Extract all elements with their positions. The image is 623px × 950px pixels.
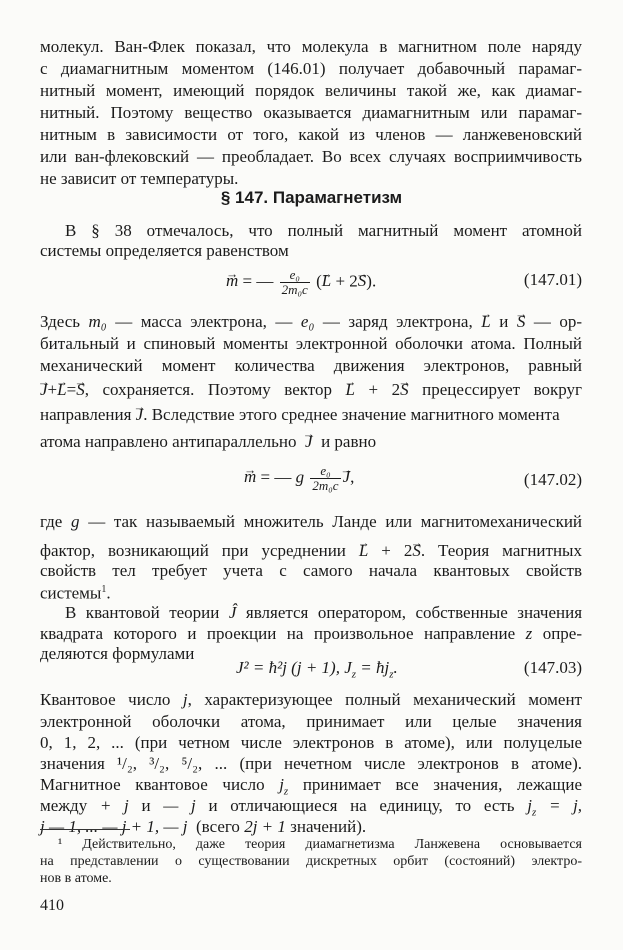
fraction-numerator: e₀ <box>310 464 340 479</box>
eq-symbol: + 2 <box>355 380 401 399</box>
text-line <box>40 405 582 425</box>
text-line <box>40 512 582 532</box>
text-line: деляются формулами <box>40 644 195 663</box>
equation-147-01 <box>226 268 376 297</box>
text: — так называемый множитель Ланде или магнитомеханический <box>88 512 583 531</box>
text-line <box>40 541 582 561</box>
text: . Вследствие этого среднее значение магнитного момента <box>143 405 560 424</box>
text-line: битальный и спиновый моменты электронной оболочки атома. Полный <box>40 334 582 353</box>
footnote-marker[interactable]: 1 <box>101 584 107 595</box>
formula: j — 1, ... — j + 1, — j <box>40 817 188 836</box>
vector-L: → L <box>359 541 368 561</box>
eq-symbol: = — <box>260 467 292 487</box>
fraction <box>310 464 340 493</box>
text: . Теория магнитных <box>420 541 582 560</box>
symbol-minus-j: — j <box>163 796 196 815</box>
text-line: или ван-флековский — преобладает. Во всех случаях восприимчивость <box>40 147 582 166</box>
vector-m: → m <box>226 269 238 293</box>
symbol-j: j <box>182 690 188 709</box>
text: — ор- <box>533 312 583 331</box>
footnote-line: на представлении о существовании дискретных орбит (состояний) электро- <box>40 854 582 869</box>
text-line: значения ¹/₂, ³/₂, ⁵/₂, ... (при нечетном числе электронов в атоме). <box>40 754 582 773</box>
text-line: нитным в зависимости от того, какой из членов — ланжевеновский <box>40 125 582 144</box>
eq-symbol: + 2 <box>368 541 413 560</box>
text: является оператором, собственные значения <box>245 603 583 622</box>
text: системы <box>40 583 102 603</box>
text: (всего <box>196 817 240 836</box>
text-line <box>40 380 582 400</box>
footnote-line: нов в атоме. <box>40 871 112 886</box>
vector-L: → L <box>481 312 490 332</box>
vector-J: → J <box>136 405 144 425</box>
eq-symbol: = <box>66 380 77 399</box>
text-line: не зависит от температуры. <box>40 169 239 188</box>
text: и <box>141 796 151 815</box>
fraction-denominator: 2m₀c <box>281 282 308 297</box>
text-line <box>40 312 582 332</box>
eq-symbol: + 2 <box>331 271 358 291</box>
text-line: нитный момент, имеющий порядок величины такой же, как диамаг- <box>40 81 582 100</box>
text: и отличающиеся на единицу, то есть <box>208 796 515 815</box>
fraction <box>280 268 310 297</box>
equation-147-02 <box>244 464 354 493</box>
text: — заряд электрона, <box>322 312 473 331</box>
text: прецессирует вокруг <box>422 380 582 399</box>
equation-147-03 <box>236 656 398 686</box>
punctuation: , <box>350 467 355 487</box>
text: между <box>40 796 88 815</box>
vector-S: → S <box>76 380 85 400</box>
vector-S: → S <box>358 269 367 293</box>
text-line <box>40 580 582 604</box>
text: значений). <box>290 817 367 836</box>
equation-number: (147.01) <box>523 270 582 289</box>
section-title: § 147. Парамагнетизм <box>220 188 403 207</box>
vector-L: → L <box>57 380 66 400</box>
text: фактор, возникающий при усреднении <box>40 541 346 560</box>
text: и <box>499 312 509 331</box>
vector-S: → S <box>517 312 526 332</box>
text: Здесь <box>40 312 81 331</box>
formula: = j, <box>536 796 583 815</box>
formula: = ħj <box>356 658 390 677</box>
text: — масса электрона, — <box>115 312 293 331</box>
text-line <box>40 432 582 452</box>
eq-symbol: = — <box>242 271 274 291</box>
text: Магнитное квантовое число <box>40 775 265 794</box>
subscript: z <box>389 668 394 681</box>
subscript: z <box>531 806 537 819</box>
punctuation: . <box>393 658 398 677</box>
text: принимает все значения, лежащие <box>302 775 583 794</box>
footnote-line: ¹ Действительно, даже теория диамагнетизма Ланжевена основывается <box>58 837 582 852</box>
text-line: нитный. Поэтому вещество оказывается диамагнитным или парамаг- <box>40 103 582 122</box>
text-line: электронной оболочки атома, принимает или целые значения <box>40 712 582 731</box>
fraction-numerator: e₀ <box>280 268 310 283</box>
paren: ( <box>316 271 322 291</box>
operator-J: Ĵ <box>228 603 237 622</box>
text: Квантовое число <box>40 690 171 709</box>
text-line: механический момент количества движения электронов, равный <box>40 356 582 375</box>
paren: ). <box>366 271 377 291</box>
symbol-g: g <box>295 467 305 487</box>
vector-J: → J <box>343 465 351 489</box>
fraction-denominator: 2m₀c <box>312 478 339 493</box>
text: где <box>40 512 63 531</box>
vector-J: → J <box>40 380 48 400</box>
text-line <box>40 690 582 710</box>
symbol-plus-j: + j <box>99 796 129 815</box>
punctuation: . <box>106 583 111 603</box>
text: квадрата которого и проекции на произвольное направление <box>40 624 516 643</box>
formula: J² = ħ²j (j + 1), J <box>236 658 352 677</box>
footnote-rule <box>40 829 130 830</box>
symbol-e0: e₀ <box>300 312 315 331</box>
text-line <box>40 817 582 837</box>
text: и равно <box>321 432 377 451</box>
subscript: z <box>351 668 357 681</box>
symbol-j: j <box>527 796 532 815</box>
text-line: В § 38 отмечалось, что полный магнитный момент атомной <box>65 221 582 240</box>
text: , характеризующее полный механический момент <box>187 690 582 709</box>
text: , сохраняется. Поэтому вектор <box>84 380 333 399</box>
vector-L: → L <box>322 269 331 293</box>
text-line: системы определяется равенством <box>40 241 289 260</box>
vector-S: → S <box>400 380 409 400</box>
text: атома направлено антипараллельно <box>40 432 297 451</box>
text: В квантовой теории <box>65 603 220 622</box>
vector-L: → L <box>346 380 355 400</box>
text-line: с диамагнитным моментом (146.01) получает добавочный парамаг- <box>40 59 582 78</box>
vector-S: → S <box>412 541 421 561</box>
text-line: молекул. Ван-Флек показал, что молекула в магнитном поле наряду <box>40 37 582 56</box>
text: опре- <box>542 624 582 643</box>
page-number: 410 <box>40 897 64 914</box>
symbol-g: g <box>71 512 80 531</box>
text-line: свойств тел требует учета с самого начала квантовых свойств <box>40 561 582 580</box>
formula: 2j + 1 <box>244 817 286 836</box>
equation-number: (147.02) <box>523 470 582 489</box>
text: направления <box>40 405 132 424</box>
symbol-j: j <box>279 775 284 794</box>
equation-number: (147.03) <box>523 658 582 677</box>
text-line <box>40 624 582 644</box>
text-line: 0, 1, 2, ... (при четном числе электронов в атоме), или полуцелые <box>40 733 582 752</box>
vector-J: → J <box>305 432 313 452</box>
symbol-z: z <box>525 624 533 643</box>
vector-m: → m <box>244 465 256 489</box>
text-line <box>65 603 582 623</box>
symbol-m0: m₀ <box>88 312 107 331</box>
eq-symbol: + <box>47 380 58 399</box>
subscript: z <box>283 785 289 798</box>
